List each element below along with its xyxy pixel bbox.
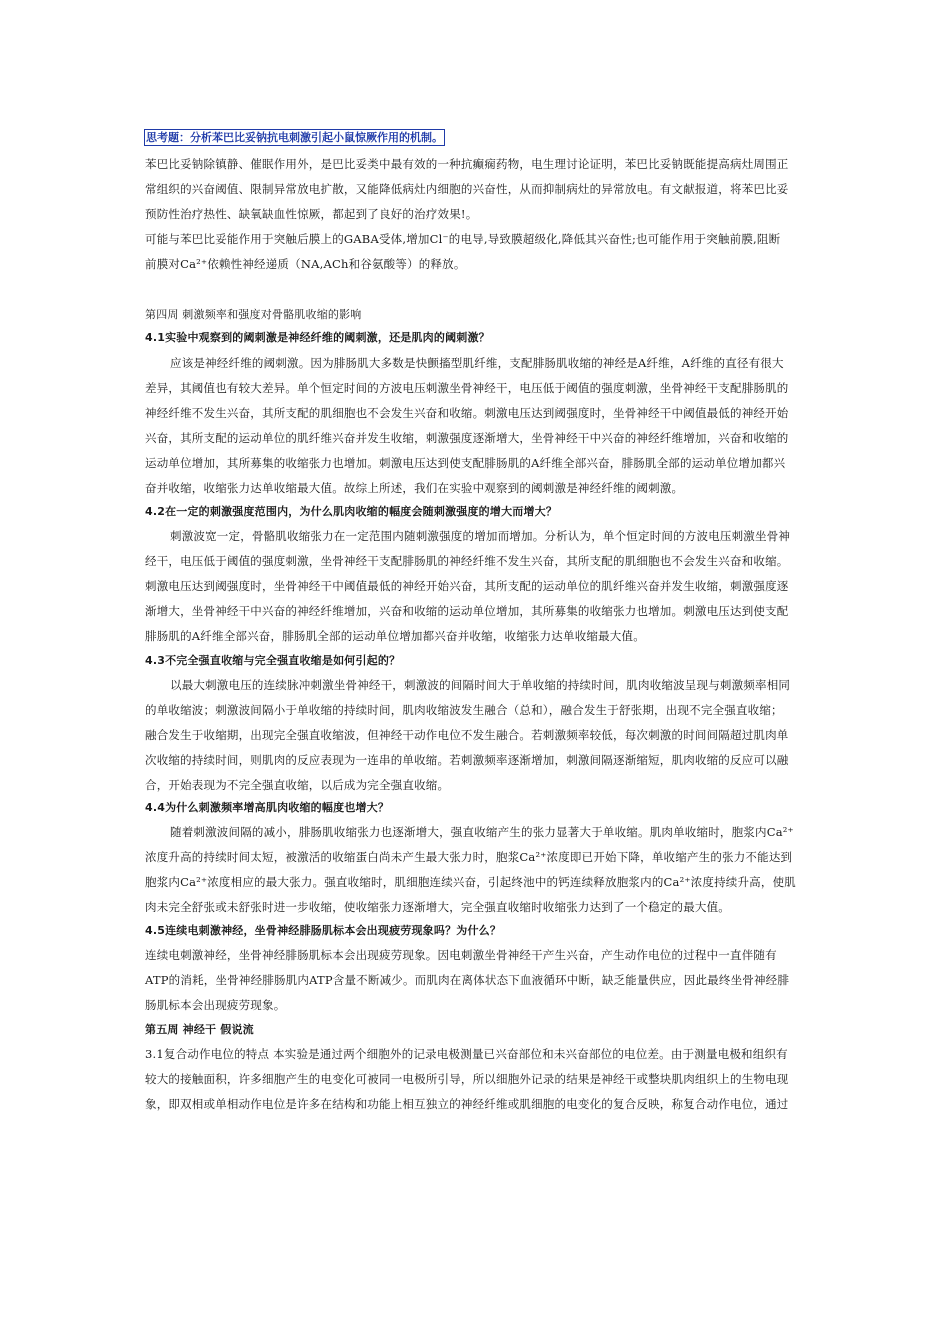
answer-4-2-line: 刺激电压达到阈强度时，坐骨神经干中阈值最低的神经开始兴奋，其所支配的运动单位的肌纤维兴奋并发生收缩，刺激强度逐 [145,579,789,593]
answer-5-line: 象，即双相或单相动作电位是许多在结构和功能上相互独立的神经纤维或肌细胞的电变化的复合反映，称复合动作电位，通过 [145,1097,789,1111]
answer-4-2-line: 刺激波宽一定，骨骼肌收缩张力在一定范围内随刺激强度的增加而增加。分析认为，单个恒定时间的方波电压刺激坐骨神 [170,529,791,543]
answer-4-5-line: ATP的消耗，坐骨神经腓肠肌内ATP含量不断减少。而肌肉在离体状态下血液循环中断，缺乏能量供应，因此最终坐骨神经腓 [145,973,790,987]
answer-4-3-line: 的单收缩波；刺激波间隔小于单收缩的持续时间，肌肉收缩波发生融合（总和），融合发生于舒张期，出现不完全强直收缩； [145,703,783,717]
answer-line: 可能与苯巴比妥能作用于突触后膜上的GABA受体,增加Cl⁻的电导,导致膜超级化,降低其兴奋性;也可能作用于突触前膜,阻断 [145,232,781,246]
answer-4-1-line: 兴奋，其所支配的运动单位的肌纤维兴奋并发生收缩，刺激强度逐渐增大，坐骨神经干中兴奋的神经纤维增加，兴奋和收缩的 [145,431,789,445]
answer-4-3-line: 次收缩的持续时间，则肌肉的反应表现为一连串的单收缩。若刺激频率逐渐增加，刺激间隔逐渐缩短，肌肉收缩的反应可以融 [145,753,789,767]
answer-4-4-line: 随着刺激波间隔的减小，腓肠肌收缩张力也逐渐增大，强直收缩产生的张力显著大于单收缩。肌肉单收缩时，胞浆内Ca²⁺ [170,825,794,839]
question-4-1: 4.1实验中观察到的阈刺激是神经纤维的阈刺激，还是肌肉的阈刺激？ [145,331,490,344]
answer-5-line: 3.1复合动作电位的特点 本实验是通过两个细胞外的记录电极测量已兴奋部位和未兴奋部位的电位差。由于测量电极和组织有 [145,1047,788,1061]
answer-5-line: 较大的接触面积，许多细胞产生的电变化可被同一电极所引导，所以细胞外记录的结果是神经干或整块肌肉组织上的生物电现 [145,1072,789,1086]
answer-4-4-line: 浓度升高的持续时间太短，被激活的收缩蛋白尚未产生最大张力时，胞浆Ca²⁺浓度即已开始下降，单收缩产生的张力不能达到 [145,850,793,864]
answer-4-1-line: 应该是神经纤维的阈刺激。因为腓肠肌大多数是快颤搐型肌纤维，支配腓肠肌收缩的神经是A纤维，A纤维的直径有很大 [170,356,784,370]
week5-title: 第五周 神经干 假说流 [145,1023,254,1036]
answer-4-1-line: 差异，其阈值也有较大差异。单个恒定时间的方波电压刺激坐骨神经干，电压低于阈值的强度刺激，坐骨神经干支配腓肠肌的 [145,381,789,395]
answer-4-5-line: 连续电刺激神经，坐骨神经腓肠肌标本会出现疲劳现象。因电刺激坐骨神经干产生兴奋，产生动作电位的过程中一直伴随有 [145,948,777,962]
answer-4-2-line: 腓肠肌的A纤维全部兴奋，腓肠肌全部的运动单位增加都兴奋并收缩，收缩张力达单收缩最大值。 [145,629,645,643]
week4-title: 第四周 刺激频率和强度对骨骼肌收缩的影响 [145,308,362,321]
answer-line: 苯巴比妥钠除镇静、催眠作用外，是巴比妥类中最有效的一种抗癫痫药物，电生理讨论证明，苯巴比妥钠既能提高病灶周围正 [145,157,789,171]
answer-4-1-line: 运动单位增加，其所募集的收缩张力也增加。刺激电压达到使支配腓肠肌的A纤维全部兴奋，腓肠肌全部的运动单位增加都兴 [145,456,786,470]
answer-4-5-line: 肠肌标本会出现疲劳现象。 [145,998,286,1012]
answer-4-2-line: 渐增大，坐骨神经干中兴奋的神经纤维增加，兴奋和收缩的运动单位增加，其所募集的收缩张力也增加。刺激电压达到使支配 [145,604,789,618]
answer-4-3-line: 合，开始表现为不完全强直收缩，以后成为完全强直收缩。 [145,778,450,792]
answer-4-3-line: 融合发生于收缩期，出现完全强直收缩波，但神经干动作电位不发生融合。若刺激频率较低，每次刺激的时间间隔超过肌肉单 [145,728,789,742]
question-4-2: 4.2在一定的刺激强度范围内，为什么肌肉收缩的幅度会随刺激强度的增大而增大？ [145,505,558,518]
answer-4-1-line: 神经纤维不发生兴奋，其所支配的肌细胞也不会发生兴奋和收缩。刺激电压达到阈强度时，坐骨神经干中阈值最低的神经开始 [145,406,789,420]
answer-4-2-line: 经干，电压低于阈值的强度刺激，坐骨神经干支配腓肠肌的神经纤维不发生兴奋，其所支配的肌细胞也不会发生兴奋和收缩。 [145,554,789,568]
question-4-4: 4.4为什么刺激频率增高肌肉收缩的幅度也增大？ [145,801,390,814]
answer-4-4-line: 肉未完全舒张或未舒张时进一步收缩，使收缩张力逐渐增大，完全强直收缩时收缩张力达到了一个稳定的最大值。 [145,900,730,914]
answer-line: 常组织的兴奋阈值、限制异常放电扩散，又能降低病灶内细胞的兴奋性，从而抑制病灶的异常放电。有文献报道，将苯巴比妥 [145,182,789,196]
question-4-5: 4.5连续电刺激神经，坐骨神经腓肠肌标本会出现疲劳现象吗？为什么？ [145,924,502,937]
question-4-3: 4.3不完全强直收缩与完全强直收缩是如何引起的？ [145,654,401,667]
answer-line: 预防性治疗热性、缺氧缺血性惊厥，都起到了良好的治疗效果!。 [145,207,478,221]
question-title: 思考题：分析苯巴比妥钠抗电刺激引起小鼠惊厥作用的机制。 [146,131,443,144]
answer-4-1-line: 奋并收缩，收缩张力达单收缩最大值。故综上所述，我们在实验中观察到的阈刺激是神经纤维的阈刺激。 [145,481,684,495]
answer-4-4-line: 胞浆内Ca²⁺浓度相应的最大张力。强直收缩时，肌细胞连续兴奋，引起终池中的钙连续释放胞浆内的Ca²⁺浓度持续升高，使肌 [145,875,796,889]
answer-4-3-line: 以最大刺激电压的连续脉冲刺激坐骨神经干，刺激波的间隔时间大于单收缩的持续时间，肌肉收缩波呈现与刺激频率相同 [170,678,791,692]
answer-line: 前膜对Ca²⁺依赖性神经递质（NA,ACh和谷氨酸等）的释放。 [145,257,466,271]
